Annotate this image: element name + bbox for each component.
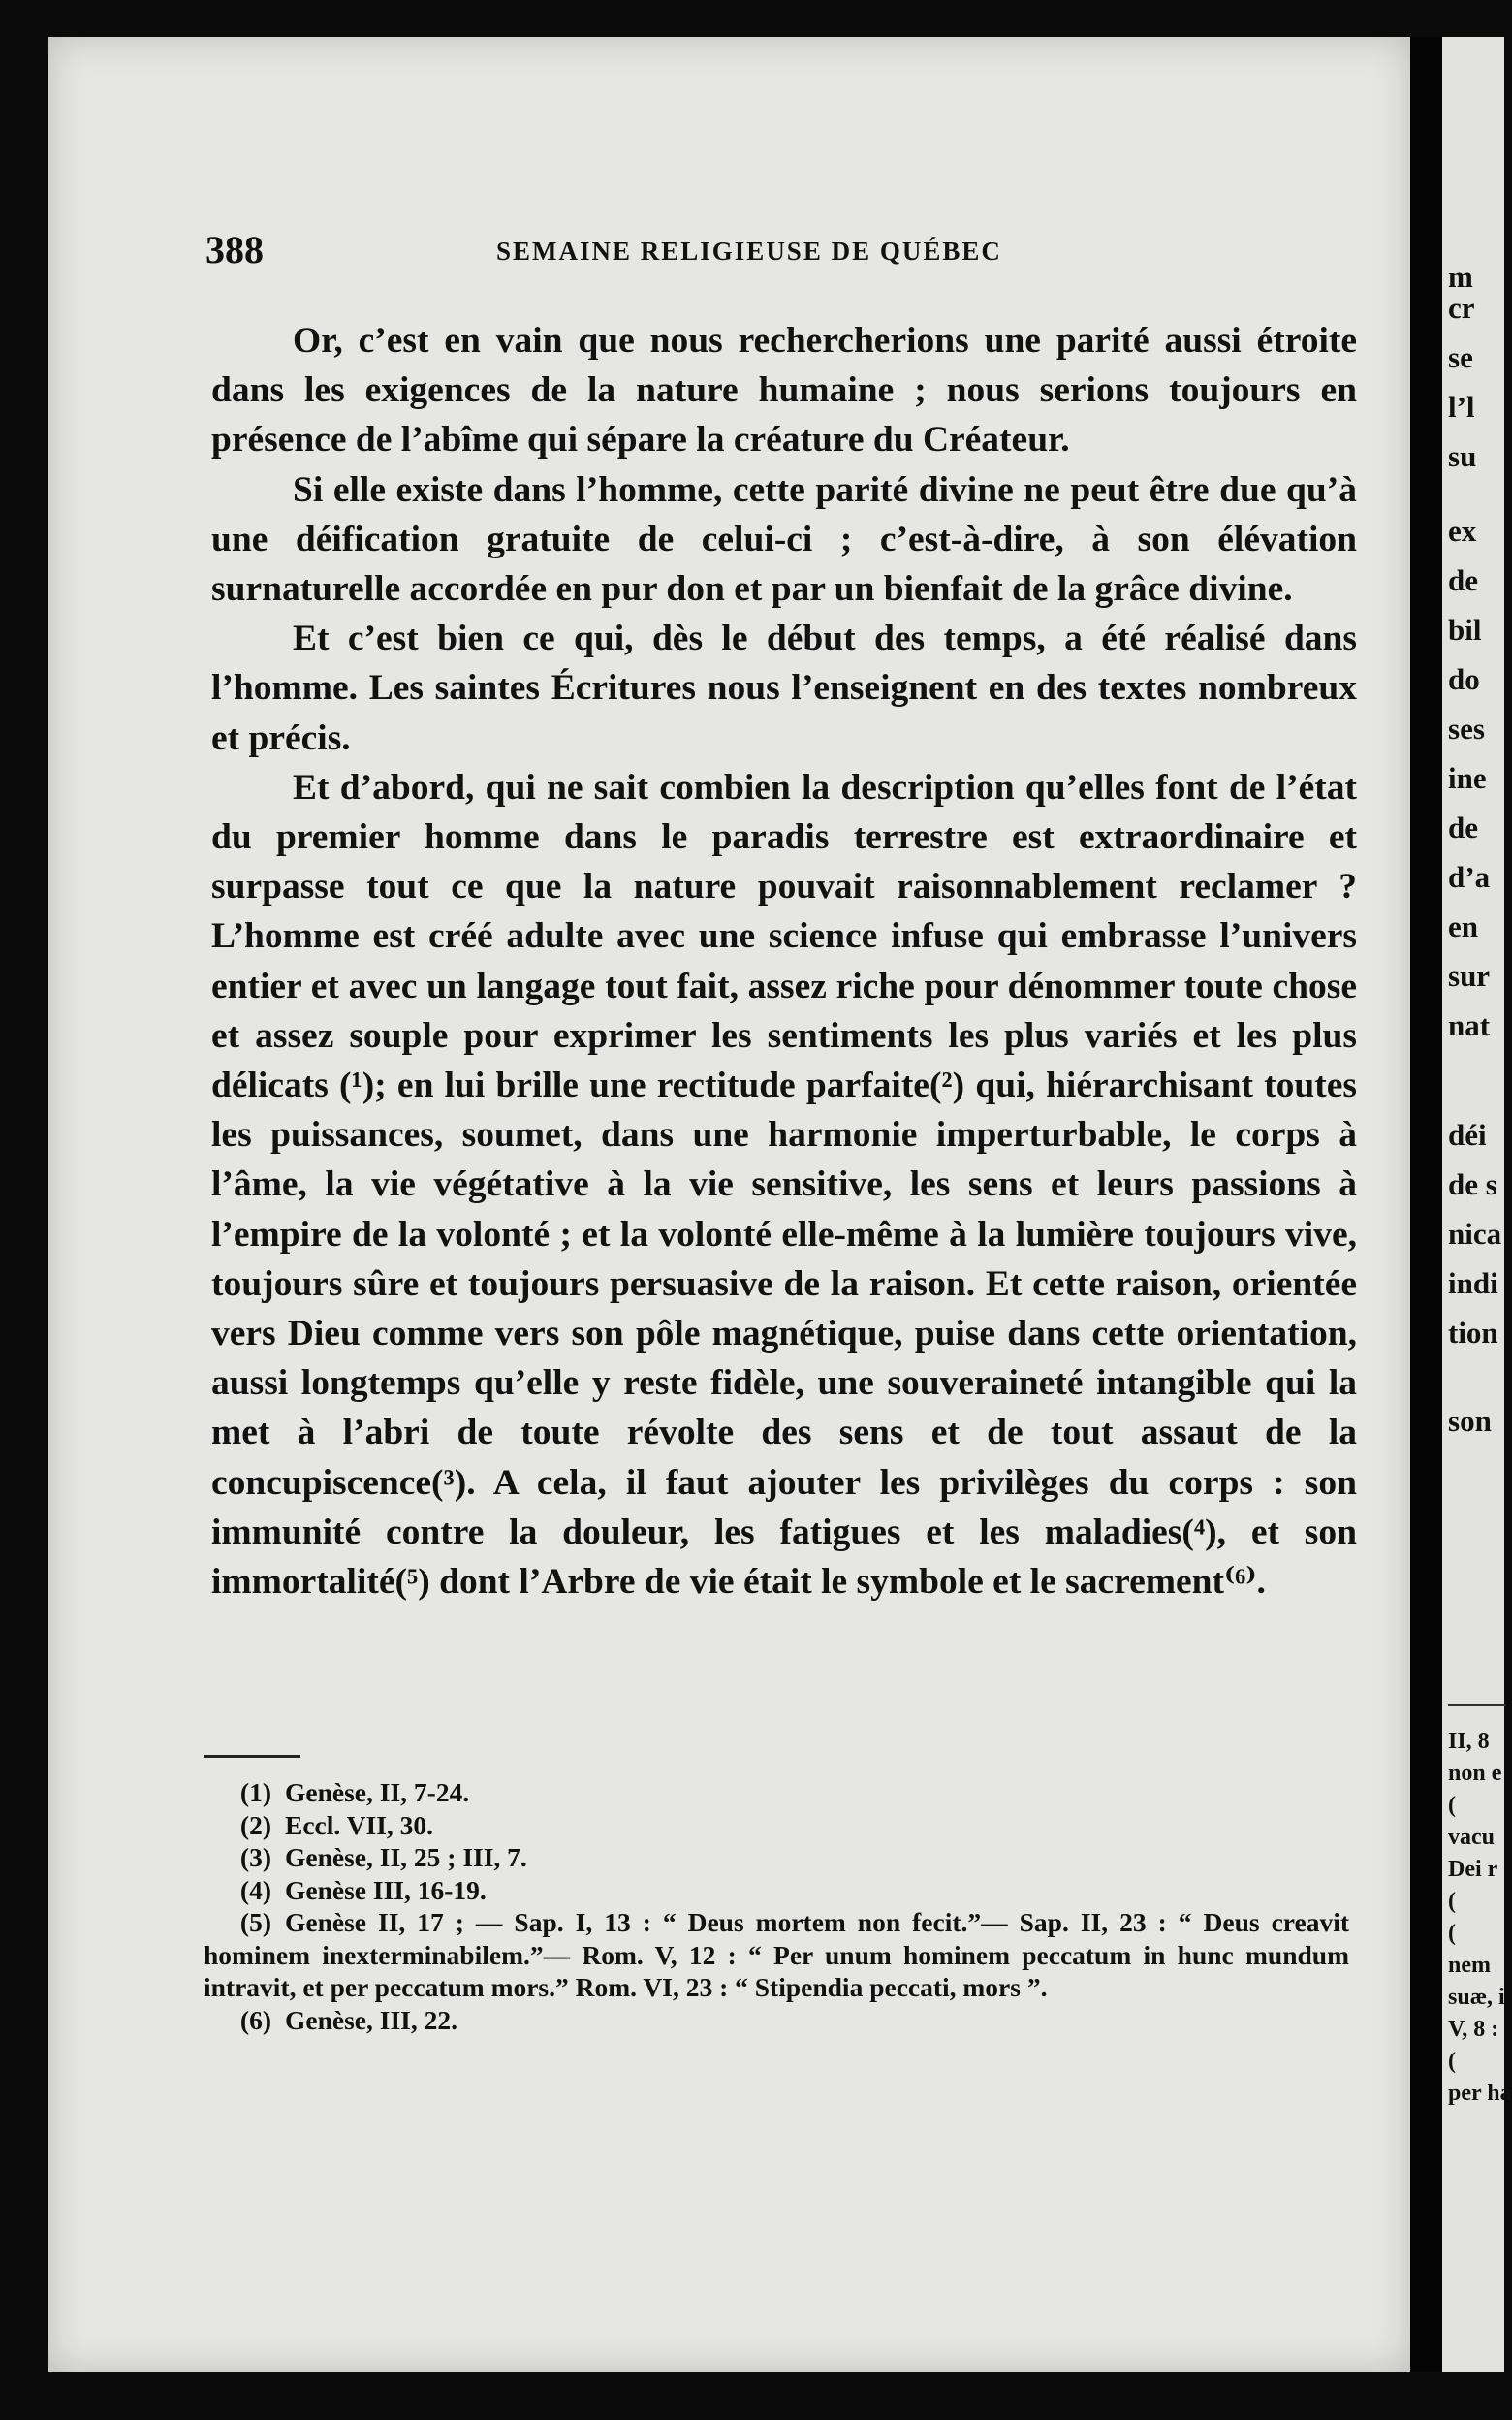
footnote-rule xyxy=(204,1755,300,1758)
facing-fragment: non e xyxy=(1448,1761,1502,1786)
facing-fragment: per ha xyxy=(1448,2081,1512,2106)
facing-fragment: su xyxy=(1448,439,1477,473)
facing-fragment: Dei r xyxy=(1448,1857,1498,1882)
page-number: 388 xyxy=(205,228,264,271)
footnote-text: Genèse II, 17 ; — Sap. I, 13 : “ Deus mortem non fecit.”— Sap. II, 23 : “ Deus creavit hominem inexterminabilem.”— Rom. V, 12 : “ Per unum hominem peccatum in hunc mundum intravit, et per peccatum mors.” Rom. VI, 23 : “ Stipendia peccati, mors ”. xyxy=(204,1907,1349,2002)
facing-fragment: indi xyxy=(1448,1266,1498,1300)
paragraph: Or, c’est en vain que nous rechercherions une parité aussi étroite dans les exigences de la nature humaine ; nous serions toujours en présence de l’abîme qui sépare la créature du Créateur. xyxy=(211,321,1357,461)
facing-fragment: ( xyxy=(1448,2049,1456,2074)
footnote xyxy=(204,2004,1349,2037)
footnote xyxy=(204,1841,1349,1874)
facing-fragment: sur xyxy=(1448,959,1491,993)
facing-fragment: do xyxy=(1448,662,1480,696)
facing-fragment: bil xyxy=(1448,613,1482,647)
running-title: SEMAINE RELIGIEUSE DE QUÉBEC xyxy=(496,237,1002,266)
footnote-number: (4) xyxy=(239,1874,271,1905)
footnote-number: (5) xyxy=(239,1907,271,1937)
facing-fragment: nem xyxy=(1448,1953,1491,1978)
footnote-text: Eccl. VII, 30. xyxy=(285,1809,434,1840)
footnote-number: (3) xyxy=(239,1842,271,1872)
facing-fragment: de xyxy=(1448,563,1478,597)
facing-fragment: ( xyxy=(1448,1793,1456,1818)
facing-fragment: nat xyxy=(1448,1008,1491,1042)
facing-fragment: de xyxy=(1448,811,1478,844)
footnote-number: (2) xyxy=(239,1809,271,1840)
paragraph: Si elle existe dans l’homme, cette parité divine ne peut être due qu’à une déification gratuite de celui-ci ; c’est-à-dire, à son élévation surnaturelle accordée en pur don et par un bienfait de la grâce divine. xyxy=(211,469,1357,610)
footnote-text: Genèse, III, 22. xyxy=(285,2004,457,2035)
facing-fragment: nica xyxy=(1448,1217,1502,1251)
footnotes xyxy=(204,1776,1349,2036)
facing-fragment: V, 8 : xyxy=(1448,2017,1499,2042)
facing-fragment: vacu xyxy=(1448,1825,1495,1850)
footnote xyxy=(204,1874,1349,1907)
facing-fragment: de s xyxy=(1448,1167,1497,1201)
page-header xyxy=(205,227,1349,275)
body-text xyxy=(211,316,1357,1607)
facing-fragment: tion xyxy=(1448,1316,1498,1350)
facing-fragment: ( xyxy=(1448,1921,1456,1946)
facing-fragment: ses xyxy=(1448,712,1485,746)
page-gutter xyxy=(1410,37,1442,2372)
footnote xyxy=(204,1776,1349,1809)
facing-fragment: ( xyxy=(1448,1889,1456,1914)
facing-fragment: II, 8 xyxy=(1448,1729,1490,1754)
footnote-text: Genèse, II, 25 ; III, 7. xyxy=(285,1842,527,1872)
footnote xyxy=(204,1809,1349,1842)
facing-fragment: l’l xyxy=(1448,390,1475,424)
facing-fragment: en xyxy=(1448,909,1478,943)
facing-fragment: ex xyxy=(1448,514,1477,548)
facing-fragment: suæ, i xyxy=(1448,1985,1505,2010)
footnote-text: Genèse, II, 7-24. xyxy=(285,1777,470,1807)
facing-fragment: cr xyxy=(1448,291,1475,325)
footnote-number: (1) xyxy=(239,1777,271,1807)
paragraph: Et c’est bien ce qui, dès le début des temps, a été réalisé dans l’homme. Les saintes Écritures nous l’enseignent en des textes nombreux et précis. xyxy=(211,619,1357,758)
facing-fragment: m xyxy=(1448,260,1473,294)
paragraph: Et d’abord, qui ne sait combien la description qu’elles font de l’état du premier homme dans le paradis terrestre est extraordinaire et surpasse tout ce que la nature pouvait raisonnablement reclamer ? L’homme est créé adulte avec une science infuse qui embrasse l’univers entier et avec un langage tout fait, assez riche pour dénommer toute chose et assez souple pour exprimer les sentiments les plus variés et les plus délicats (¹); en lui brille une rectitude parfaite(²) qui, hiérarchisant toutes les puissances, soumet, dans une harmonie imperturbable, le corps à l’âme, la vie végétative à la vie sensitive, les sens et leurs passions à l’empire de la volonté ; et la volonté elle-même à la lumière toujours vive, toujours sûre et toujours persuasive de la raison. Et cette raison, orientée vers Dieu comme vers son pôle magnétique, puise dans cette orientation, aussi longtemps qu’elle y reste fidèle, une souveraineté intangible qui la met à l’abri de toute révolte des sens et de tout assaut de la concupiscence(³). A cela, il faut ajouter les privilèges du corps : son immunité contre la douleur, les fatigues et les maladies(⁴), et son immortalité(⁵) dont l’Arbre de vie était le symbole et le sacrement⁽⁶⁾. xyxy=(211,767,1357,1603)
facing-fragment: ine xyxy=(1448,761,1487,795)
footnote-text: Genèse III, 16-19. xyxy=(285,1874,487,1905)
facing-page-edge xyxy=(1442,37,1512,2372)
facing-fragment: son xyxy=(1448,1404,1492,1438)
facing-fragment: d’a xyxy=(1448,860,1491,894)
footnote-number: (6) xyxy=(239,2004,271,2035)
footnote xyxy=(204,1906,1349,2004)
facing-fragment: se xyxy=(1448,340,1473,374)
facing-fragment: déi xyxy=(1448,1118,1487,1152)
facing-footnote-rule xyxy=(1448,1704,1506,1706)
